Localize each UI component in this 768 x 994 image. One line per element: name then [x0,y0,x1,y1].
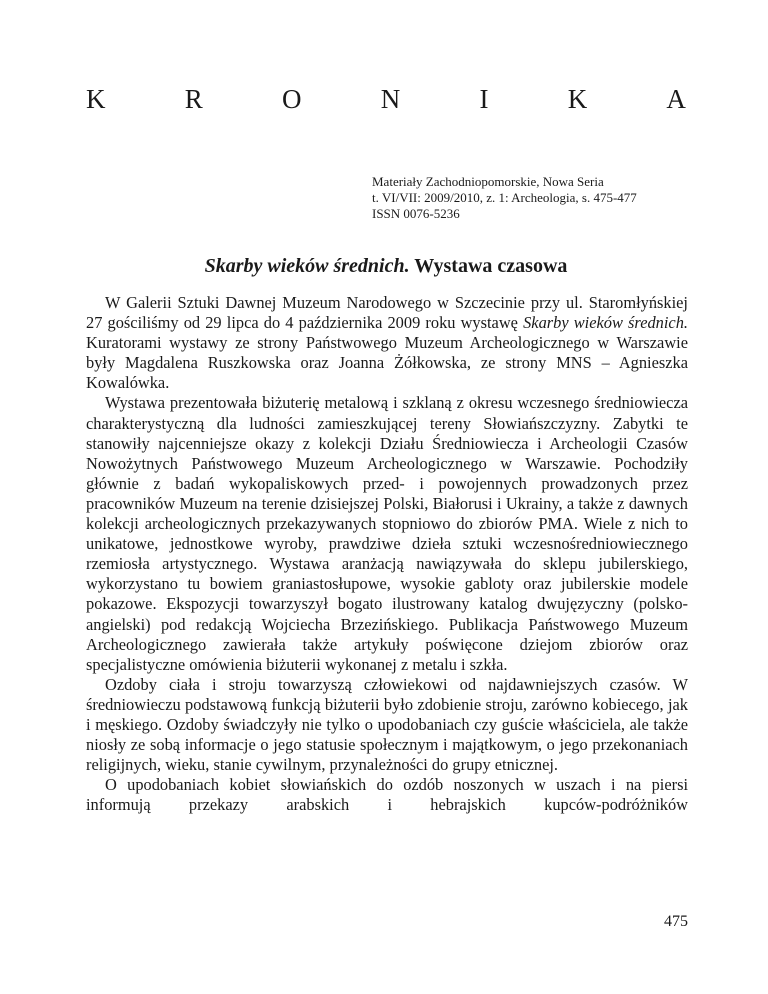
heading-letter: R [184,84,203,114]
article-title [86,253,686,279]
article-body [86,293,688,815]
paragraph-italic-title: Skarby wieków średnich. [523,313,688,333]
article-title-italic: Skarby wieków średnich. [204,255,410,277]
article-title-rest: Wystawa czasowa [409,255,568,277]
paragraph-text: W Galerii Sztuki Dawnej Muzeum Narodowego w Szczecinie przy ul. Staromłyńskiej 27 gościliśmy od 29 lipca do 4 października 2009 roku wystawę [86,293,688,333]
heading-letter: I [479,84,489,114]
heading-letter: O [281,84,302,114]
page-number: 475 [664,913,688,930]
section-heading-kronika [86,82,686,116]
journal-name: Materiały Zachodniopomorskie, Nowa Seria [372,174,604,189]
volume-info: t. VI/VII: 2009/2010, z. 1: Archeologia, s. 475-477 [372,190,637,205]
heading-letter: A [666,84,686,114]
heading-letter: N [380,84,401,114]
heading-letter: K [86,84,106,114]
paragraph: Wystawa prezentowała biżuterię metalową i szklaną z okresu wczesnego średniowiecza charakterystyczną dla ludności zamieszkującej tereny Słowiańszczyzny. Zabytki te stanowiły najcenniejsze okazy z kolekcji Działu Średniowiecza i Archeologii Czasów Nowożytnych Państwowego Muzeum Archeologicznego w Warszawie. Pochodziły głównie z badań wykopaliskowych przed- i powojennych prowadzonych przez pracowników Muzeum na terenie dzisiejszej Polski, Białorusi i Ukrainy, a także z dawnych kolekcji archeologicznych przekazywanych stopniowo do zbiorów PMA. Wiele z nich to unikatowe, jednostkowe wyroby, prawdziwe dzieła sztuki wczesnośredniowiecznego rzemiosła artystycznego. Wystawa aranżacją nawiązywała do sklepu jubilerskiego, wykorzystano tu bowiem graniastosłupowe, wysokie gabloty oraz jubilerskie modele pokazowe. Ekspozycji towarzyszył bogato ilustrowany katalog dwujęzyczny (polsko-angielski) pod redakcją Wojciecha Brzezińskiego. Publikacja Państwowego Muzeum Archeologicznego zawierała także artykuły poświęcone dziejom zbiorów oraz specjalistyczne omówienia biżuterii wykonanej z metalu i szkła. [86,393,688,674]
issn: ISSN 0076-5236 [372,206,460,221]
paragraph: Ozdoby ciała i stroju towarzyszą człowiekowi od najdawniejszych czasów. W średniowieczu podstawową funkcją biżuterii było zdobienie stroju, zarówno kobiecego, jak i męskiego. Ozdoby świadczyły nie tylko o upodobaniach czy guście właściciela, ale także niosły ze sobą informacje o jego statusie społecznym i majątkowym, o jego przekonaniach religijnych, wieku, stanie cywilnym, przynależności do grupy etnicznej. [86,674,688,775]
paragraph [86,293,688,393]
paragraph: O upodobaniach kobiet słowiańskich do ozdób noszonych w uszach i na piersi informują przekazy arabskich i hebrajskich kupców-podróżników [86,775,688,815]
paragraph-text: Kuratorami wystawy ze strony Państwowego Muzeum Archeologicznego w Warszawie były Magdalena Ruszkowska oraz Joanna Żółkowska, ze strony MNS – Agnieszka Kowalówka. [86,333,688,393]
heading-letter: K [567,84,588,114]
publication-metadata [372,174,702,222]
